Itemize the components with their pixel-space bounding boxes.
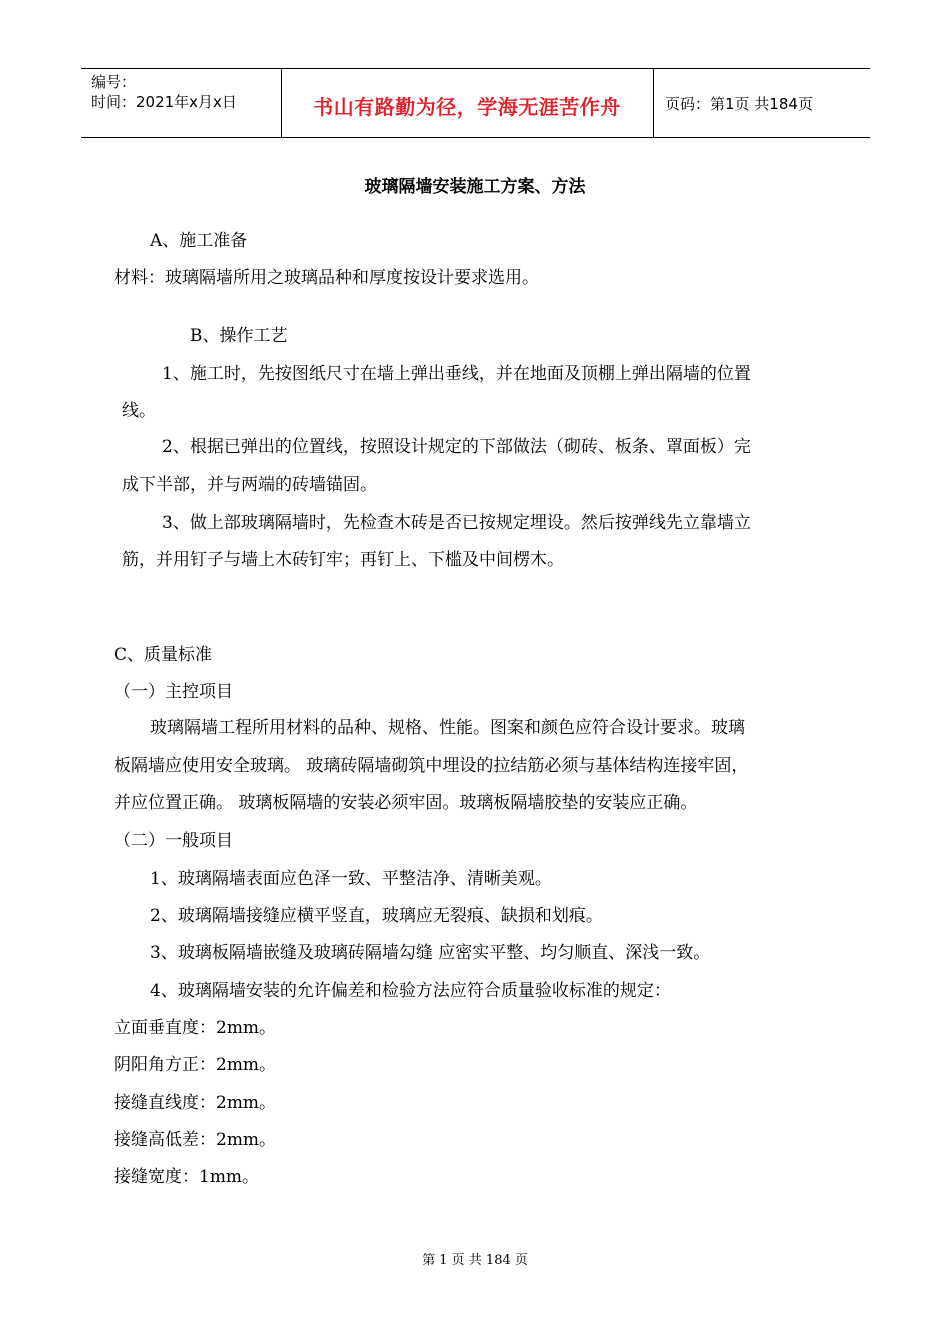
paragraph-line: 并应位置正确。 玻璃板隔墙的安装必须牢固。玻璃板隔墙胶垫的安装应正确。 — [114, 793, 698, 813]
paragraph-line: 板隔墙应使用安全玻璃。 玻璃砖隔墙砌筑中埋设的拉结筋必须与基体结构连接牢固， — [114, 756, 749, 776]
subsection-heading: （一）主控项目 — [114, 682, 233, 702]
paragraph-line: 1、施工时，先按图纸尺寸在墙上弹出垂线，并在地面及顶棚上弹出隔墙的位置 — [162, 364, 751, 384]
paragraph-line: 筋，并用钉子与墙上木砖钉牢；再钉上、下槛及中间楞木。 — [122, 550, 564, 570]
section-a-heading: A、施工准备 — [150, 231, 248, 251]
header-info-cell — [81, 69, 282, 137]
paragraph-line: 成下半部，并与两端的砖墙锚固。 — [122, 475, 377, 495]
header-table — [81, 68, 870, 138]
list-item: 1、玻璃隔墙表面应色泽一致、平整洁净、清晰美观。 — [150, 869, 552, 889]
subsection-heading: （二）一般项目 — [114, 831, 233, 851]
list-item: 2、玻璃隔墙接缝应横平竖直，玻璃应无裂痕、缺损和划痕。 — [150, 906, 603, 926]
section-b-heading: B、操作工艺 — [190, 326, 288, 346]
time-label: 时间：2021年x月x日 — [91, 93, 237, 111]
page-footer: 第 1 页 共 184 页 — [422, 1253, 528, 1268]
header-page-cell — [653, 69, 870, 137]
document-title: 玻璃隔墙安装施工方案、方法 — [364, 177, 586, 197]
motto: 书山有路勤为径，学海无涯苦作舟 — [313, 95, 621, 119]
list-item: 3、玻璃板隔墙嵌缝及玻璃砖隔墙勾缝 应密实平整、均匀顺直、深浅一致。 — [150, 943, 711, 963]
header-motto-cell — [281, 69, 654, 137]
paragraph-line: 玻璃隔墙工程所用材料的品种、规格、性能。图案和颜色应符合设计要求。玻璃 — [150, 718, 745, 738]
tolerance-item: 接缝宽度：1mm。 — [114, 1167, 260, 1187]
page-label: 页码：第1页 共184页 — [665, 95, 813, 113]
tolerance-item: 接缝直线度：2mm。 — [114, 1093, 277, 1113]
materials-text: 材料：玻璃隔墙所用之玻璃品种和厚度按设计要求选用。 — [114, 268, 539, 288]
paragraph-line: 线。 — [122, 401, 156, 421]
tolerance-item: 阴阳角方正：2mm。 — [114, 1055, 277, 1075]
tolerance-item: 立面垂直度：2mm。 — [114, 1018, 277, 1038]
list-item: 4、玻璃隔墙安装的允许偏差和检验方法应符合质量验收标准的规定： — [150, 981, 671, 1001]
tolerance-item: 接缝高低差：2mm。 — [114, 1130, 277, 1150]
section-c-heading: C、质量标准 — [114, 645, 213, 665]
paragraph-line: 2、根据已弹出的位置线，按照设计规定的下部做法（砌砖、板条、罩面板）完 — [162, 437, 751, 457]
serial-label: 编号： — [91, 73, 137, 91]
paragraph-line: 3、做上部玻璃隔墙时，先检查木砖是否已按规定埋设。然后按弹线先立靠墙立 — [162, 513, 751, 533]
